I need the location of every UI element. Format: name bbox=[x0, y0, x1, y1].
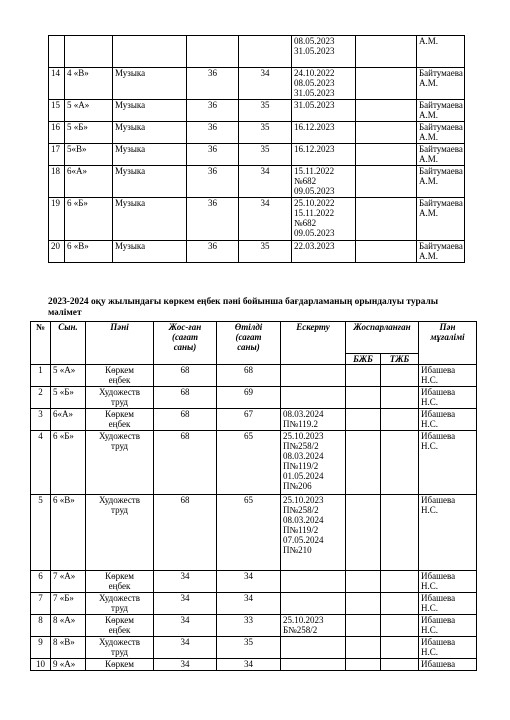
planned-hours-cell: 36 bbox=[187, 122, 239, 144]
teacher-cell: Ибашева Н.С. bbox=[419, 593, 477, 615]
row-number: 3 bbox=[31, 409, 51, 431]
table-row bbox=[31, 571, 477, 593]
tzhb-cell bbox=[381, 409, 419, 431]
tzhb-cell bbox=[381, 615, 419, 637]
row-number: 17 bbox=[49, 144, 65, 166]
row-number: 15 bbox=[49, 100, 65, 122]
teacher-cell: Ибашева Н.С. bbox=[419, 409, 477, 431]
bzhb-cell bbox=[346, 387, 381, 409]
header-bzhb: БЖБ bbox=[346, 354, 381, 365]
subject-cell: Художеств труд bbox=[86, 431, 154, 495]
done-hours-cell: 35 bbox=[239, 122, 292, 144]
subject-cell: Музыка bbox=[113, 68, 187, 100]
teacher-cell: Ибашева Н.С. bbox=[419, 495, 477, 571]
note-cell bbox=[356, 166, 417, 198]
teacher-cell: Байтумаева А.М. bbox=[417, 241, 465, 263]
class-cell: 5 «Б» bbox=[51, 387, 86, 409]
planned-hours-cell: 36 bbox=[187, 198, 239, 241]
note-cell bbox=[356, 241, 417, 263]
planned-hours-cell: 34 bbox=[154, 637, 217, 659]
subject-cell: Музыка bbox=[113, 144, 187, 166]
class-cell: 5 «А» bbox=[51, 365, 86, 387]
note-cell: 25.10.2023 П№258/2 08.03.2024 П№119/2 07.05.2024 П№210 bbox=[281, 495, 346, 571]
tzhb-cell bbox=[381, 365, 419, 387]
done-hours-cell: 69 bbox=[217, 387, 281, 409]
note-cell: 08.03.2024 П№119.2 bbox=[281, 409, 346, 431]
section-heading: 2023-2024 оқу жылындағы көркем еңбек пәні бойынша бағдарламаның орындалуы туралы мәлімет bbox=[48, 297, 439, 318]
dates-cell: 16.12.2023 bbox=[292, 122, 356, 144]
dates-cell: 15.11.2022 №682 09.05.2023 bbox=[292, 166, 356, 198]
planned-hours-cell: 36 bbox=[187, 100, 239, 122]
note-cell bbox=[281, 387, 346, 409]
class-cell: 4 «В» bbox=[65, 68, 113, 100]
teacher-cell: А.М. bbox=[417, 36, 465, 68]
planned-hours-cell: 34 bbox=[154, 571, 217, 593]
art-labor-table bbox=[30, 321, 477, 671]
teacher-cell: Ибашева bbox=[419, 659, 477, 671]
table-row bbox=[31, 659, 477, 671]
planned-hours-cell: 68 bbox=[154, 409, 217, 431]
teacher-cell: Ибашева Н.С. bbox=[419, 637, 477, 659]
done-hours-cell: 34 bbox=[217, 659, 281, 671]
planned-hours-cell: 36 bbox=[187, 166, 239, 198]
music-table bbox=[48, 35, 465, 263]
table-row bbox=[49, 36, 465, 68]
teacher-cell: Байтумаева А.М. bbox=[417, 68, 465, 100]
table-row bbox=[49, 100, 465, 122]
bzhb-cell bbox=[346, 431, 381, 495]
subject-cell: Музыка bbox=[113, 241, 187, 263]
header-done: Өтілді (сағат саны) bbox=[217, 322, 281, 365]
tzhb-cell bbox=[381, 571, 419, 593]
note-cell bbox=[281, 571, 346, 593]
table-row bbox=[49, 166, 465, 198]
teacher-cell: Байтумаева А.М. bbox=[417, 198, 465, 241]
planned-hours-cell: 68 bbox=[154, 387, 217, 409]
done-hours-cell: 34 bbox=[217, 571, 281, 593]
planned-hours-cell: 36 bbox=[187, 68, 239, 100]
class-cell: 8 «В» bbox=[51, 637, 86, 659]
bzhb-cell bbox=[346, 659, 381, 671]
dates-cell: 16.12.2023 bbox=[292, 144, 356, 166]
tzhb-cell bbox=[381, 637, 419, 659]
row-number: 18 bbox=[49, 166, 65, 198]
done-hours-cell: 67 bbox=[217, 409, 281, 431]
class-cell: 6«А» bbox=[65, 166, 113, 198]
bzhb-cell bbox=[346, 495, 381, 571]
row-number: 19 bbox=[49, 198, 65, 241]
planned-hours-cell: 36 bbox=[187, 241, 239, 263]
header-planned-group: Жоспарланған bbox=[346, 322, 419, 354]
subject-cell: Музыка bbox=[113, 100, 187, 122]
done-hours-cell: 65 bbox=[217, 431, 281, 495]
row-number: 7 bbox=[31, 593, 51, 615]
note-cell bbox=[356, 122, 417, 144]
note-cell bbox=[356, 144, 417, 166]
class-cell: 5 «А» bbox=[65, 100, 113, 122]
table-row bbox=[49, 144, 465, 166]
header-class: Сын. bbox=[51, 322, 86, 365]
done-hours-cell: 33 bbox=[217, 615, 281, 637]
planned-hours-cell: 68 bbox=[154, 495, 217, 571]
subject-cell: Көркем еңбек bbox=[86, 615, 154, 637]
row-number: 16 bbox=[49, 122, 65, 144]
class-cell: 6 «В» bbox=[51, 495, 86, 571]
dates-cell: 22.03.2023 bbox=[292, 241, 356, 263]
subject-cell: Художеств труд bbox=[86, 593, 154, 615]
note-cell: 25.10.2023 Б№258/2 bbox=[281, 615, 346, 637]
done-hours-cell: 68 bbox=[217, 365, 281, 387]
bzhb-cell bbox=[346, 637, 381, 659]
done-hours-cell: 34 bbox=[239, 198, 292, 241]
done-hours-cell: 35 bbox=[239, 241, 292, 263]
table-row bbox=[49, 122, 465, 144]
teacher-cell: Ибашева Н.С. bbox=[419, 387, 477, 409]
note-cell bbox=[356, 36, 417, 68]
dates-cell: 25.10.2022 15.11.2022 №682 09.05.2023 bbox=[292, 198, 356, 241]
subject-cell: Художеств труд bbox=[86, 495, 154, 571]
class-cell: 6 «Б» bbox=[51, 431, 86, 495]
table-row bbox=[31, 387, 477, 409]
done-hours-cell: 35 bbox=[239, 100, 292, 122]
class-cell: 6«А» bbox=[51, 409, 86, 431]
row-number: 20 bbox=[49, 241, 65, 263]
subject-cell bbox=[113, 36, 187, 68]
tzhb-cell bbox=[381, 431, 419, 495]
subject-cell: Көркем еңбек bbox=[86, 365, 154, 387]
teacher-cell: Ибашева Н.С. bbox=[419, 571, 477, 593]
class-cell: 7 «А» bbox=[51, 571, 86, 593]
table-row bbox=[31, 593, 477, 615]
header-tzhb: ТЖБ bbox=[381, 354, 419, 365]
note-cell bbox=[356, 100, 417, 122]
header-subject: Пәні bbox=[86, 322, 154, 365]
row-number: 9 bbox=[31, 637, 51, 659]
row-number: 8 bbox=[31, 615, 51, 637]
planned-hours-cell: 68 bbox=[154, 431, 217, 495]
subject-cell: Көркем еңбек bbox=[86, 571, 154, 593]
subject-cell: Көркем bbox=[86, 659, 154, 671]
table-row bbox=[31, 431, 477, 495]
done-hours-cell: 34 bbox=[239, 68, 292, 100]
note-cell bbox=[281, 637, 346, 659]
row-number: 1 bbox=[31, 365, 51, 387]
note-cell bbox=[281, 659, 346, 671]
subject-cell: Көркем еңбек bbox=[86, 409, 154, 431]
header-note: Ескерту bbox=[281, 322, 346, 365]
table-row bbox=[49, 68, 465, 100]
class-cell: 9 «А» bbox=[51, 659, 86, 671]
class-cell: 5«В» bbox=[65, 144, 113, 166]
planned-hours-cell: 34 bbox=[154, 593, 217, 615]
class-cell: 5 «Б» bbox=[65, 122, 113, 144]
tzhb-cell bbox=[381, 593, 419, 615]
teacher-cell: Байтумаева А.М. bbox=[417, 100, 465, 122]
row-number: 14 bbox=[49, 68, 65, 100]
bzhb-cell bbox=[346, 615, 381, 637]
class-cell: 6 «Б» bbox=[65, 198, 113, 241]
note-cell: 25.10.2023 П№258/2 08.03.2024 П№119/2 01.05.2024 П№206 bbox=[281, 431, 346, 495]
table-row bbox=[49, 241, 465, 263]
class-cell bbox=[65, 36, 113, 68]
teacher-cell: Байтумаева А.М. bbox=[417, 122, 465, 144]
row-number: 2 bbox=[31, 387, 51, 409]
teacher-cell: Ибашева Н.С. bbox=[419, 615, 477, 637]
bzhb-cell bbox=[346, 571, 381, 593]
subject-cell: Художеств труд bbox=[86, 637, 154, 659]
table-row bbox=[49, 198, 465, 241]
header-no: № bbox=[31, 322, 51, 365]
class-cell: 6 «В» bbox=[65, 241, 113, 263]
dates-cell: 24.10.2022 08.05.2023 31.05.2023 bbox=[292, 68, 356, 100]
row-number: 6 bbox=[31, 571, 51, 593]
class-cell: 7 «Б» bbox=[51, 593, 86, 615]
subject-cell: Музыка bbox=[113, 198, 187, 241]
note-cell bbox=[281, 365, 346, 387]
subject-cell: Музыка bbox=[113, 122, 187, 144]
done-hours-cell: 34 bbox=[217, 593, 281, 615]
teacher-cell: Ибашева Н.С. bbox=[419, 431, 477, 495]
row-number: 4 bbox=[31, 431, 51, 495]
teacher-cell: Ибашева Н.С. bbox=[419, 365, 477, 387]
done-hours-cell: 35 bbox=[217, 637, 281, 659]
row-number: 10 bbox=[31, 659, 51, 671]
row-number bbox=[49, 36, 65, 68]
bzhb-cell bbox=[346, 593, 381, 615]
subject-cell: Художеств труд bbox=[86, 387, 154, 409]
row-number: 5 bbox=[31, 495, 51, 571]
class-cell: 8 «А» bbox=[51, 615, 86, 637]
table-row bbox=[31, 365, 477, 387]
table-row bbox=[31, 615, 477, 637]
table-row bbox=[31, 409, 477, 431]
teacher-cell: Байтумаева А.М. bbox=[417, 166, 465, 198]
tzhb-cell bbox=[381, 387, 419, 409]
table-row bbox=[31, 495, 477, 571]
bzhb-cell bbox=[346, 409, 381, 431]
done-hours-cell: 65 bbox=[217, 495, 281, 571]
planned-hours-cell: 36 bbox=[187, 144, 239, 166]
planned-hours-cell: 34 bbox=[154, 615, 217, 637]
note-cell bbox=[356, 198, 417, 241]
done-hours-cell: 35 bbox=[239, 144, 292, 166]
note-cell bbox=[281, 593, 346, 615]
note-cell bbox=[356, 68, 417, 100]
teacher-cell: Байтумаева А.М. bbox=[417, 144, 465, 166]
planned-hours-cell bbox=[187, 36, 239, 68]
planned-hours-cell: 34 bbox=[154, 659, 217, 671]
header-teacher: Пән мұғалімі bbox=[419, 322, 477, 365]
table-row bbox=[31, 637, 477, 659]
done-hours-cell bbox=[239, 36, 292, 68]
subject-cell: Музыка bbox=[113, 166, 187, 198]
tzhb-cell bbox=[381, 495, 419, 571]
dates-cell: 31.05.2023 bbox=[292, 100, 356, 122]
header-planned: Жос-ған (сағат саны) bbox=[154, 322, 217, 365]
planned-hours-cell: 68 bbox=[154, 365, 217, 387]
bzhb-cell bbox=[346, 365, 381, 387]
dates-cell: 08.05.2023 31.05.2023 bbox=[292, 36, 356, 68]
done-hours-cell: 34 bbox=[239, 166, 292, 198]
tzhb-cell bbox=[381, 659, 419, 671]
